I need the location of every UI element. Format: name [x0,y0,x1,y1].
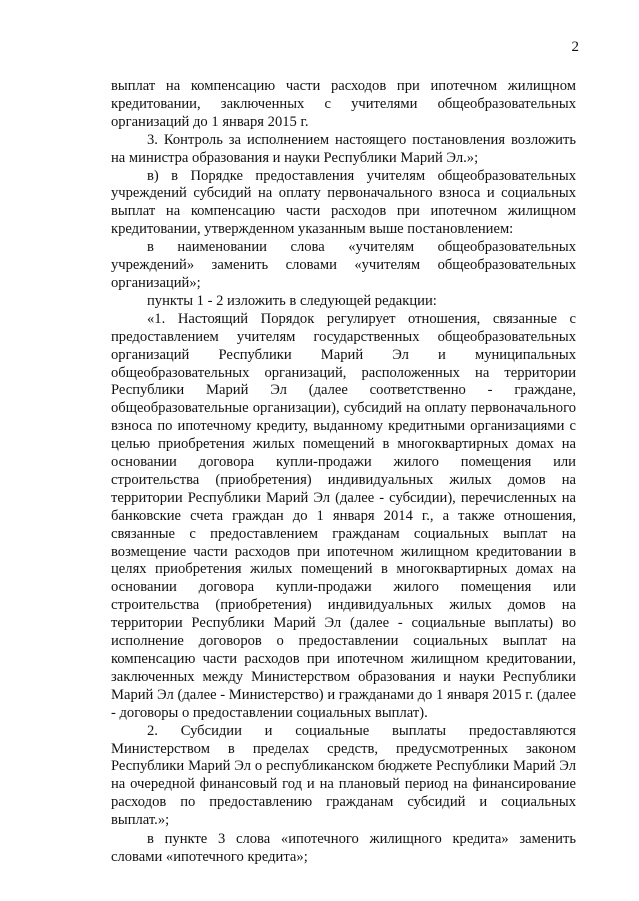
page-number: 2 [571,39,579,55]
paragraph-point-3-change: в пункте 3 слова «ипотечного жилищного кредита» заменить словами «ипотечного кредита»; [111,831,576,865]
document-body [111,78,576,867]
paragraph-item-3: 3. Контроль за исполнением настоящего постановления возложить на министра образования и науки Республики Марий Эл.»; [111,131,576,166]
paragraph-point-2: 2. Субсидии и социальные выплаты предоставляются Министерством в пределах средств, предусмотренных законом Республики Марий Эл о республиканском бюджете Республики Марий Эл на очередной финансовый год и на плановый период на финансирование расходов по предоставлению гражданам субсидий и социальных выплат.»; [111,722,576,829]
paragraph-points-intro: пункты 1 - 2 изложить в следующей редакции: [147,292,437,309]
paragraph-subitem-v: в) в Порядке предоставления учителям общеобразовательных учреждений субсидий на оплату первоначального взноса и социальных выплат на компенсацию части расходов при ипотечном жилищном кредитовании, утвержденном указанным выше постановлением: [111,167,576,238]
paragraph-title-change: в наименовании слова «учителям общеобразовательных учреждений» заменить словами «учителям общеобразовательных организаций»; [111,239,576,291]
paragraph-point-1: «1. Настоящий Порядок регулирует отношения, связанные с предоставлением учителям государственных общеобразовательных организаций Республики Марий Эл и муниципальных общеобразовательных организаций, расположенных на территории Республики Марий Эл (далее соответственно - граждане, общеобразовательные организации), субсидий на оплату первоначального взноса по ипотечному кредиту, выданному кредитными организациями с целью приобретения жилых помещений в многоквартирных домах на основании договора купли-продажи жилого помещения или строительства (приобретения) индивидуальных жилых домов на территории Республики Марий Эл (далее - субсидии), перечисленных на банковские счета граждан до 1 января 2014 г., а также отношения, связанные с предоставлением гражданам социальных выплат на возмещение части расходов при ипотечном жилищном кредитовании в целях приобретения жилых помещений в многоквартирных домах на основании договора купли-продажи жилого помещения или строительства (приобретения) индивидуальных жилых домов на территории Республики Марий Эл (далее - социальные выплаты) во исполнение договоров о предоставлении социальных выплат на компенсацию части расходов при ипотечном жилищном кредитовании, заключенных между Министерством образования и науки Республики Марий Эл (далее - Министерство) и гражданами до 1 января 2015 г. (далее - договоры о предоставлении социальных выплат). [111,310,576,721]
paragraph-continuation: выплат на компенсацию части расходов при ипотечном жилищном кредитовании, заключенных с учителями общеобразовательных организаций до 1 января 2015 г. [111,78,576,130]
